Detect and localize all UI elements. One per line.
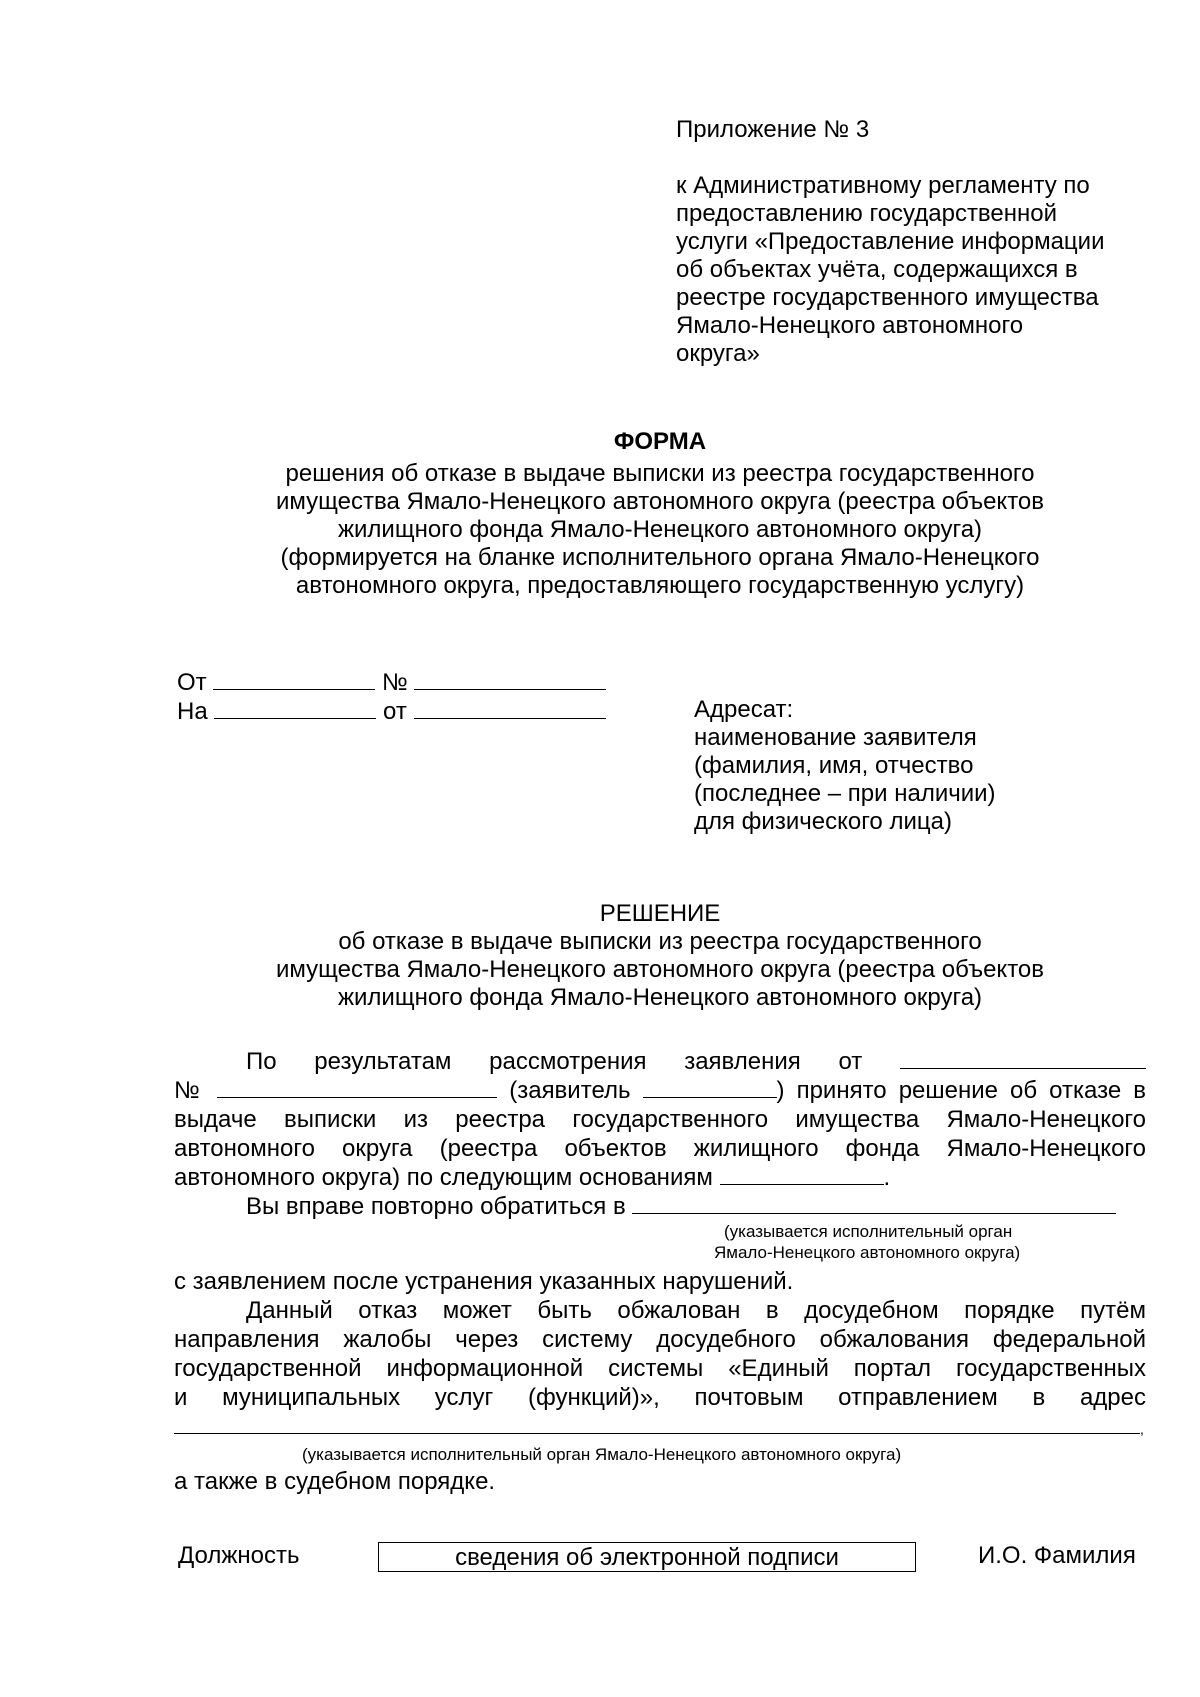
body-line: [174, 1047, 1146, 1076]
form-subtitle-line: автономного округа, предоставляющего государственную услугу): [295, 572, 1025, 599]
authority-note: (указывается исполнительный орган: [724, 1222, 1013, 1241]
body-line: направления жалобы через систему досудебного обжалования федеральной: [174, 1326, 1146, 1353]
body-text: По результатам рассмотрения заявления от: [246, 1048, 863, 1075]
addressee-line: Адресат:: [694, 696, 794, 723]
body-text: автономного округа) по следующим основаниям: [174, 1164, 713, 1191]
from-date-field[interactable]: [213, 668, 375, 690]
number-label: №: [382, 669, 408, 696]
application-number-field[interactable]: [217, 1076, 497, 1098]
body-text: .: [883, 1164, 891, 1191]
number-sign: №: [174, 1077, 206, 1104]
form-subtitle: [0, 460, 1200, 600]
body-line: автономного округа (реестра объектов жилищного фонда Ямало-Ненецкого: [174, 1135, 1146, 1162]
form-subtitle-line: имущества Ямало-Ненецкого автономного округа (реестра объектов: [275, 488, 1045, 515]
form-title: ФОРМА: [613, 428, 707, 455]
body-line: и муниципальных услуг (функций)», почтовым отправлением в адрес: [174, 1384, 1146, 1411]
authority-field[interactable]: [632, 1192, 1116, 1214]
decision-subtitle-line: жилищного фонда Ямало-Ненецкого автономного округа): [337, 984, 983, 1011]
application-date-field[interactable]: [900, 1047, 1146, 1069]
appeal-address-note: (указывается исполнительный орган Ямало-Ненецкого автономного округа): [302, 1445, 902, 1464]
appeal-address-field[interactable]: [174, 1412, 1140, 1434]
annex-line: реестре государственного имущества: [676, 284, 1099, 311]
position-label: Должность: [178, 1542, 300, 1569]
annex-header: [676, 116, 1156, 368]
body-text: ) принято решение об отказе в: [776, 1077, 1146, 1104]
body-text: (заявитель: [509, 1077, 631, 1104]
body-line: [174, 1076, 1146, 1105]
authority-note: Ямало-Ненецкого автономного округа): [714, 1243, 1021, 1262]
body-line: выдаче выписки из реестра государственного имущества Ямало-Ненецкого: [174, 1106, 1146, 1133]
grounds-field[interactable]: [720, 1163, 884, 1185]
annex-line: предоставлению государственной: [676, 200, 1058, 227]
annex-number: Приложение № 3: [676, 116, 870, 143]
annex-line: услуги «Предоставление информации: [676, 228, 1105, 255]
annex-line: округа»: [676, 340, 760, 367]
body-line: [174, 1163, 1146, 1192]
decision-body: [174, 1047, 1146, 1496]
body-line: [174, 1412, 1146, 1444]
decision-subtitle: [0, 928, 1200, 1012]
to-number-field[interactable]: [214, 697, 376, 719]
body-line: [174, 1192, 1146, 1221]
decision-title: РЕШЕНИЕ: [599, 900, 721, 927]
addressee-line: (последнее – при наличии): [694, 780, 996, 807]
to-label: На: [177, 698, 208, 725]
form-subtitle-line: решения об отказе в выдаче выписки из реестра государственного: [285, 460, 1035, 487]
annex-line: Ямало-Ненецкого автономного: [676, 312, 1024, 339]
from-number-field[interactable]: [414, 668, 606, 690]
addressee-line: наименование заявителя: [694, 724, 977, 751]
electronic-signature-box: сведения об электронной подписи: [378, 1542, 916, 1572]
date-label: от: [383, 698, 407, 725]
body-text: Вы вправе повторно обратиться в: [246, 1193, 626, 1220]
body-line: а также в судебном порядке.: [174, 1468, 496, 1495]
addressee-block: [694, 696, 996, 836]
reference-block: [177, 668, 606, 726]
form-subtitle-line: (формируется на бланке исполнительного органа Ямало-Ненецкого: [280, 544, 1040, 571]
addressee-line: для физического лица): [694, 808, 952, 835]
body-line: с заявлением после устранения указанных нарушений.: [174, 1268, 794, 1295]
applicant-field[interactable]: [643, 1076, 777, 1098]
form-subtitle-line: жилищного фонда Ямало-Ненецкого автономного округа): [337, 516, 983, 543]
body-text: ,: [1140, 1421, 1144, 1437]
decision-subtitle-line: об отказе в выдаче выписки из реестра государственного: [338, 928, 982, 955]
annex-line: к Административному регламенту по: [676, 172, 1090, 199]
decision-subtitle-line: имущества Ямало-Ненецкого автономного округа (реестра объектов: [275, 956, 1045, 983]
to-date-field[interactable]: [414, 697, 606, 719]
signatory-name: И.О. Фамилия: [978, 1542, 1136, 1569]
body-line: Данный отказ может быть обжалован в досудебном порядке путём: [246, 1297, 1146, 1324]
annex-line: об объектах учёта, содержащихся в: [676, 256, 1078, 283]
body-line: государственной информационной системы «Единый портал государственных: [174, 1355, 1146, 1382]
from-label: От: [177, 669, 207, 696]
addressee-line: (фамилия, имя, отчество: [694, 752, 974, 779]
signature-row: [0, 1542, 1200, 1576]
